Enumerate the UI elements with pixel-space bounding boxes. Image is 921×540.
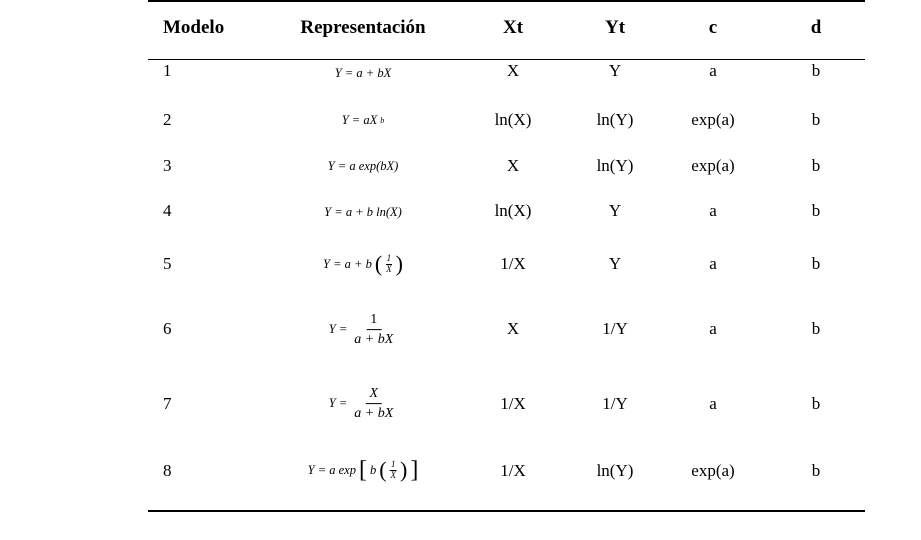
fraction-denominator: a + bX bbox=[354, 332, 394, 348]
row-6-equation bbox=[329, 312, 398, 348]
row-5-xt: 1/X bbox=[500, 254, 526, 273]
row-1-d: b bbox=[811, 61, 821, 80]
open-paren: ( bbox=[374, 251, 383, 276]
table-top-rule bbox=[148, 0, 865, 2]
row-2-xt: ln(X) bbox=[494, 110, 532, 129]
row-8-yt: ln(Y) bbox=[596, 461, 634, 480]
row-4-c: a bbox=[709, 201, 717, 220]
row-5-equation bbox=[323, 253, 403, 275]
open-paren: ( bbox=[379, 457, 387, 482]
row-4-yt: Y bbox=[608, 201, 622, 220]
header-d: d bbox=[810, 17, 822, 38]
fraction-denominator: X bbox=[386, 263, 392, 274]
close-paren: ) bbox=[400, 457, 408, 482]
equation-coefficient: b bbox=[369, 462, 377, 477]
row-2-d: b bbox=[811, 110, 821, 129]
row-6-c: a bbox=[709, 319, 717, 338]
row-6-modelo: 6 bbox=[163, 319, 172, 338]
row-3-equation bbox=[328, 157, 399, 175]
table-bottom-rule bbox=[148, 510, 865, 512]
row-6-xt: X bbox=[506, 319, 520, 338]
row-2-modelo: 2 bbox=[163, 110, 172, 129]
header-yt: Yt bbox=[604, 17, 626, 38]
row-3-xt: X bbox=[506, 156, 520, 175]
row-7-c: a bbox=[709, 394, 717, 413]
row-7-d: b bbox=[811, 394, 821, 413]
row-3-d: b bbox=[811, 156, 821, 175]
open-bracket: [ bbox=[358, 457, 367, 483]
fraction-numerator: 1 bbox=[366, 312, 381, 330]
equation-text: Y = a exp(bX) bbox=[327, 159, 399, 173]
fraction-numerator: 1 bbox=[386, 252, 392, 263]
equation-prefix: Y = a + b bbox=[323, 256, 372, 271]
header-modelo: Modelo bbox=[163, 17, 225, 38]
row-8-d: b bbox=[811, 461, 821, 480]
row-1-yt: Y bbox=[608, 61, 622, 80]
row-1-modelo: 1 bbox=[163, 61, 172, 80]
equation-text: Y = a + bX bbox=[334, 66, 392, 80]
fraction bbox=[350, 312, 397, 348]
row-1-c: a bbox=[709, 61, 717, 80]
row-2-c: exp(a) bbox=[691, 110, 735, 129]
fraction-denominator: X bbox=[390, 469, 397, 480]
fraction-numerator: X bbox=[365, 386, 382, 404]
row-7-modelo: 7 bbox=[163, 394, 172, 413]
table-header-rule bbox=[148, 59, 865, 60]
close-paren: ) bbox=[395, 251, 403, 276]
row-4-d: b bbox=[811, 201, 821, 220]
row-5-modelo: 5 bbox=[163, 254, 172, 273]
row-3-c: exp(a) bbox=[691, 156, 735, 175]
row-1-xt: X bbox=[506, 61, 520, 80]
row-4-xt: ln(X) bbox=[494, 201, 532, 220]
row-3-yt: ln(Y) bbox=[596, 156, 634, 175]
equation-prefix: Y = bbox=[328, 322, 348, 337]
row-6-d: b bbox=[811, 319, 821, 338]
row-6-yt: 1/Y bbox=[602, 319, 628, 338]
row-2-yt: ln(Y) bbox=[596, 110, 634, 129]
row-8-equation bbox=[308, 458, 419, 482]
fraction bbox=[350, 386, 397, 422]
row-4-equation bbox=[324, 203, 402, 221]
header-representacion: Representación bbox=[300, 17, 426, 38]
row-8-c: exp(a) bbox=[691, 461, 735, 480]
equation-text: Y = a + b ln(X) bbox=[324, 205, 402, 219]
row-5-d: b bbox=[811, 254, 821, 273]
row-1-equation bbox=[335, 64, 391, 82]
equation-base: Y = aX bbox=[341, 113, 378, 127]
row-8-xt: 1/X bbox=[500, 461, 526, 480]
row-4-modelo: 4 bbox=[163, 201, 172, 220]
row-5-c: a bbox=[709, 254, 717, 273]
close-bracket: ] bbox=[410, 457, 419, 483]
row-7-xt: 1/X bbox=[500, 394, 526, 413]
row-3-modelo: 3 bbox=[163, 156, 172, 175]
fraction bbox=[390, 460, 398, 481]
row-5-yt: Y bbox=[608, 254, 622, 273]
header-c: c bbox=[708, 17, 718, 38]
equation-prefix: Y = a exp bbox=[307, 462, 356, 477]
row-7-yt: 1/Y bbox=[602, 394, 628, 413]
header-xt: Xt bbox=[502, 17, 524, 38]
fraction-denominator: a + bX bbox=[354, 406, 394, 422]
row-7-equation bbox=[329, 386, 398, 422]
row-8-modelo: 8 bbox=[163, 461, 172, 480]
equation-prefix: Y = bbox=[328, 396, 348, 411]
fraction bbox=[385, 254, 393, 275]
row-2-equation bbox=[342, 111, 385, 129]
equation-exponent: b bbox=[380, 116, 385, 125]
fraction-numerator: 1 bbox=[391, 458, 396, 469]
